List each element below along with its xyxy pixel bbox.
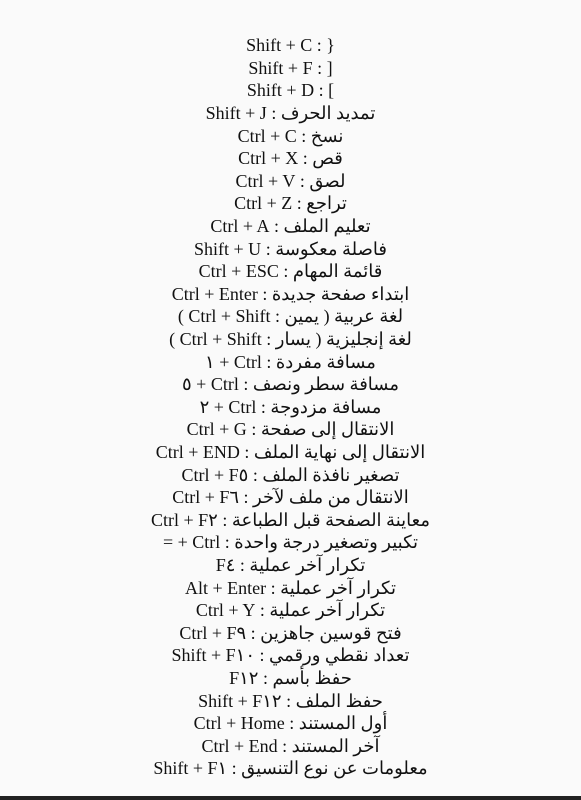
shortcut-row bbox=[0, 508, 581, 531]
shortcut-text: فتح قوسين جاهزين : Ctrl + F٩ bbox=[179, 622, 402, 643]
shortcut-text: تمديد الحرف : Shift + J bbox=[205, 103, 376, 124]
shortcut-text: فاصلة معكوسة : Shift + U bbox=[194, 238, 387, 259]
shortcut-row bbox=[0, 147, 581, 170]
shortcut-row bbox=[0, 576, 581, 599]
shortcut-text: الانتقال إلى نهاية الملف : Ctrl + END bbox=[155, 441, 426, 462]
shortcut-text: لصق : Ctrl + V bbox=[235, 170, 346, 191]
shortcut-row bbox=[0, 486, 581, 509]
shortcut-text: تكبير وتصغير درجة واحدة : Ctrl + = bbox=[162, 532, 419, 553]
shortcut-text: أول المستند : Ctrl + Home bbox=[193, 713, 388, 734]
shortcut-row bbox=[0, 79, 581, 102]
shortcut-row bbox=[0, 34, 581, 57]
shortcut-row bbox=[0, 283, 581, 306]
bottom-border bbox=[0, 796, 581, 800]
shortcut-row bbox=[0, 170, 581, 193]
shortcut-row bbox=[0, 237, 581, 260]
shortcut-row bbox=[0, 531, 581, 554]
shortcut-row bbox=[0, 712, 581, 735]
shortcut-row bbox=[0, 215, 581, 238]
shortcut-text: مسافة مفردة : Ctrl + ١ bbox=[205, 351, 376, 372]
shortcut-row bbox=[0, 757, 581, 780]
shortcut-text: تعداد نقطي ورقمي : Shift + F١٠ bbox=[171, 645, 410, 666]
shortcut-row bbox=[0, 734, 581, 757]
shortcut-text: تعليم الملف : Ctrl + A bbox=[210, 216, 371, 237]
shortcut-row bbox=[0, 124, 581, 147]
shortcut-text: Shift + F : ] bbox=[248, 57, 333, 78]
shortcut-list bbox=[0, 34, 581, 780]
shortcut-row bbox=[0, 441, 581, 464]
shortcut-text: Shift + C : } bbox=[246, 35, 335, 56]
shortcut-row bbox=[0, 57, 581, 80]
shortcut-row bbox=[0, 418, 581, 441]
shortcut-row bbox=[0, 328, 581, 351]
shortcut-text: مسافة سطر ونصف : Ctrl + ٥ bbox=[181, 374, 399, 395]
shortcut-row bbox=[0, 350, 581, 373]
shortcut-text: معاينة الصفحة قبل الطباعة : Ctrl + F٢ bbox=[151, 509, 430, 530]
shortcut-row bbox=[0, 599, 581, 622]
shortcut-text: تكرار آخر عملية : Alt + Enter bbox=[185, 577, 396, 598]
shortcut-text: معلومات عن نوع التنسيق : Shift + F١ bbox=[153, 758, 428, 779]
shortcut-row bbox=[0, 192, 581, 215]
shortcut-text: حفظ الملف : Shift + F١٢ bbox=[198, 690, 383, 711]
shortcut-text: مسافة مزدوجة : Ctrl + ٢ bbox=[199, 396, 382, 417]
shortcut-text: تراجع : Ctrl + Z bbox=[234, 193, 347, 214]
shortcut-row bbox=[0, 396, 581, 419]
shortcut-row bbox=[0, 102, 581, 125]
shortcut-row bbox=[0, 260, 581, 283]
shortcut-text: الانتقال من ملف لآخر : Ctrl + F٦ bbox=[172, 487, 409, 508]
shortcut-text: حفظ بأسم : F١٢ bbox=[229, 667, 352, 688]
shortcut-text: قص : Ctrl + X bbox=[238, 148, 343, 169]
shortcut-row bbox=[0, 373, 581, 396]
shortcut-row bbox=[0, 644, 581, 667]
shortcut-row bbox=[0, 554, 581, 577]
shortcut-row bbox=[0, 621, 581, 644]
shortcut-row bbox=[0, 689, 581, 712]
shortcut-text: قائمة المهام : Ctrl + ESC bbox=[198, 261, 383, 282]
shortcut-row bbox=[0, 667, 581, 690]
shortcut-text: تصغير نافذة الملف : Ctrl + F٥ bbox=[181, 464, 400, 485]
shortcut-text: آخر المستند : Ctrl + End bbox=[201, 735, 380, 756]
shortcut-row bbox=[0, 305, 581, 328]
shortcut-text: لغة إنجليزية ( يسار : Ctrl + Shift ) bbox=[169, 329, 412, 350]
shortcut-text: ابتداء صفحة جديدة : Ctrl + Enter bbox=[171, 283, 410, 304]
shortcut-text: تكرار آخر عملية : Ctrl + Y bbox=[195, 600, 386, 621]
shortcut-text: نسخ : Ctrl + C bbox=[237, 125, 344, 146]
shortcut-text: Shift + D : [ bbox=[246, 80, 335, 101]
shortcut-row bbox=[0, 463, 581, 486]
shortcut-text: تكرار آخر عملية : F٤ bbox=[215, 554, 366, 575]
shortcut-text: الانتقال إلى صفحة : Ctrl + G bbox=[186, 419, 395, 440]
shortcut-text: لغة عربية ( يمين : Ctrl + Shift ) bbox=[177, 306, 404, 327]
